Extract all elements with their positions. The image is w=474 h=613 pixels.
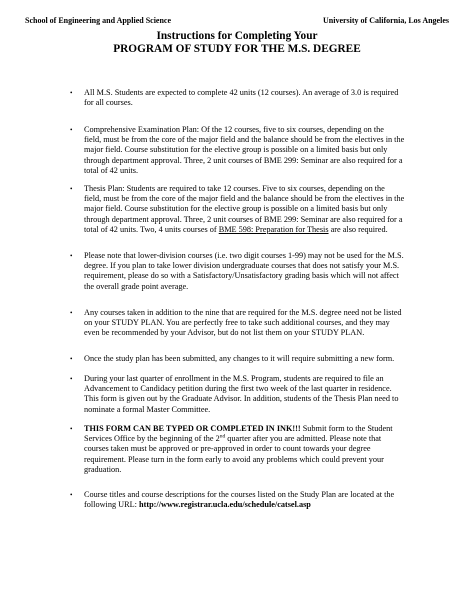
text-line: field, must be from the core of the major field and the balance should be from the electives in the (84, 194, 405, 204)
text-line: nominate a formal Master Committee. (84, 404, 211, 414)
header-university: University of California, Los Angeles (323, 16, 449, 25)
text-line: major field. Course substitution for the elective group is possible on a limited basis but only (84, 145, 388, 155)
list-item-lower-division (70, 251, 450, 292)
list-item-changes (70, 354, 450, 364)
header-school: School of Engineering and Applied Science (25, 16, 172, 25)
text-segment: total of 42 units. Two, 4 units courses of (84, 224, 219, 234)
title-line-2: PROGRAM OF STUDY FOR THE M.S. DEGREE (113, 43, 361, 55)
text-segment: are also required. (328, 224, 388, 234)
text-line: through department approval. Three, 2 unit courses of BME 299: Seminar are also required for a (84, 155, 403, 165)
text-line: During your last quarter of enrollment in the M.S. Program, students are required to file an (84, 374, 384, 383)
text-line (84, 434, 450, 444)
page-header (25, 16, 449, 28)
bullet-icon: • (70, 425, 73, 433)
list-item-advancement (70, 374, 450, 415)
text-line: Course titles and course descriptions for the courses listed on the Study Plan are located at the (84, 490, 395, 499)
text-line (84, 225, 450, 235)
text-line: courses taken must be approved or pre-approved in order to count towards your degree (84, 444, 371, 454)
text-line: This form is given out by the Graduate Advisor. In addition, students of the Thesis Plan need to (84, 394, 399, 404)
bullet-icon: • (70, 126, 73, 134)
text-line (84, 424, 450, 434)
ink-notice: THIS FORM CAN BE TYPED OR COMPLETED IN INK!!! (84, 424, 301, 433)
list-item-units (70, 88, 450, 108)
bullet-icon: • (70, 252, 73, 260)
text-line (84, 500, 450, 510)
text-line: the overall grade point average. (84, 281, 189, 291)
list-item-additional-courses (70, 308, 450, 339)
text-line: through department approval. Three, 2 unit courses of BME 299: Seminar are also required for a (84, 214, 403, 224)
bme-598-course-link: BME 598: Preparation for Thesis (218, 224, 329, 234)
page-title (0, 30, 474, 56)
text-line: for all courses. (84, 98, 133, 108)
title-line-1: Instructions for Completing Your (156, 30, 318, 42)
text-line: Any courses taken in addition to the nine that are required for the M.S. degree need not be listed (84, 308, 402, 317)
text-line: major field. Course substitution for the elective group is possible on a limited basis but only (84, 204, 388, 214)
bullet-icon: • (70, 375, 73, 383)
text-line: Thesis Plan: Students are required to take 12 courses. Five to six courses, depending on the (84, 184, 385, 193)
text-line: All M.S. Students are expected to complete 42 units (12 courses). An average of 3.0 is required (84, 88, 399, 97)
text-line: total of 42 units. (84, 165, 139, 175)
text-segment: Submit form to the Student (300, 424, 393, 433)
text-line: field, must be from the core of the major field and the balance should be from the electives in the (84, 135, 405, 145)
bullet-icon: • (70, 355, 73, 363)
registrar-url-link[interactable]: http://www.registrar.ucla.edu/schedule/catsel.asp (139, 500, 311, 510)
list-item-thesis-plan (70, 184, 450, 235)
text-line: degree. If you plan to take lower division undergraduate courses that does not satisfy your M.S. (84, 261, 400, 271)
bullet-icon: • (70, 185, 73, 193)
list-item-comprehensive-plan (70, 125, 450, 176)
text-line: Once the study plan has been submitted, any changes to it will require submitting a new form. (84, 354, 395, 363)
text-segment: Services Office by the beginning of the 2 (84, 434, 220, 444)
text-line: Comprehensive Examination Plan: Of the 12 courses, five to six courses, depending on the (84, 125, 384, 134)
text-line: graduation. (84, 464, 122, 474)
text-segment: quarter after you are admitted. Please note that (225, 434, 382, 444)
text-line: Please note that lower-division courses (i.e. two digit courses 1-99) may not be used for the M.S. (84, 251, 404, 260)
ordinal-suffix: nd (219, 433, 226, 440)
list-item-course-descriptions (70, 490, 450, 510)
text-line: even be recommended by your Advisor, but do not list them on your STUDY PLAN. (84, 328, 365, 338)
bullet-icon: • (70, 491, 73, 499)
bullet-icon: • (70, 309, 73, 317)
bullet-icon: • (70, 89, 73, 97)
text-line: requirement. Please turn in the form early to avoid any problems which could prevent your (84, 454, 384, 464)
text-segment: following URL: (84, 500, 139, 510)
text-line: on your STUDY PLAN. You are perfectly free to take such additional courses, and they may (84, 318, 390, 328)
text-line: requirement, please do so with a Satisfactory/Unsatisfactory grading basis which will not affect (84, 271, 399, 281)
list-item-submit-form (70, 424, 450, 475)
text-line: Advancement to Candidacy petition during the first two week of the last quarter in residence. (84, 384, 392, 394)
